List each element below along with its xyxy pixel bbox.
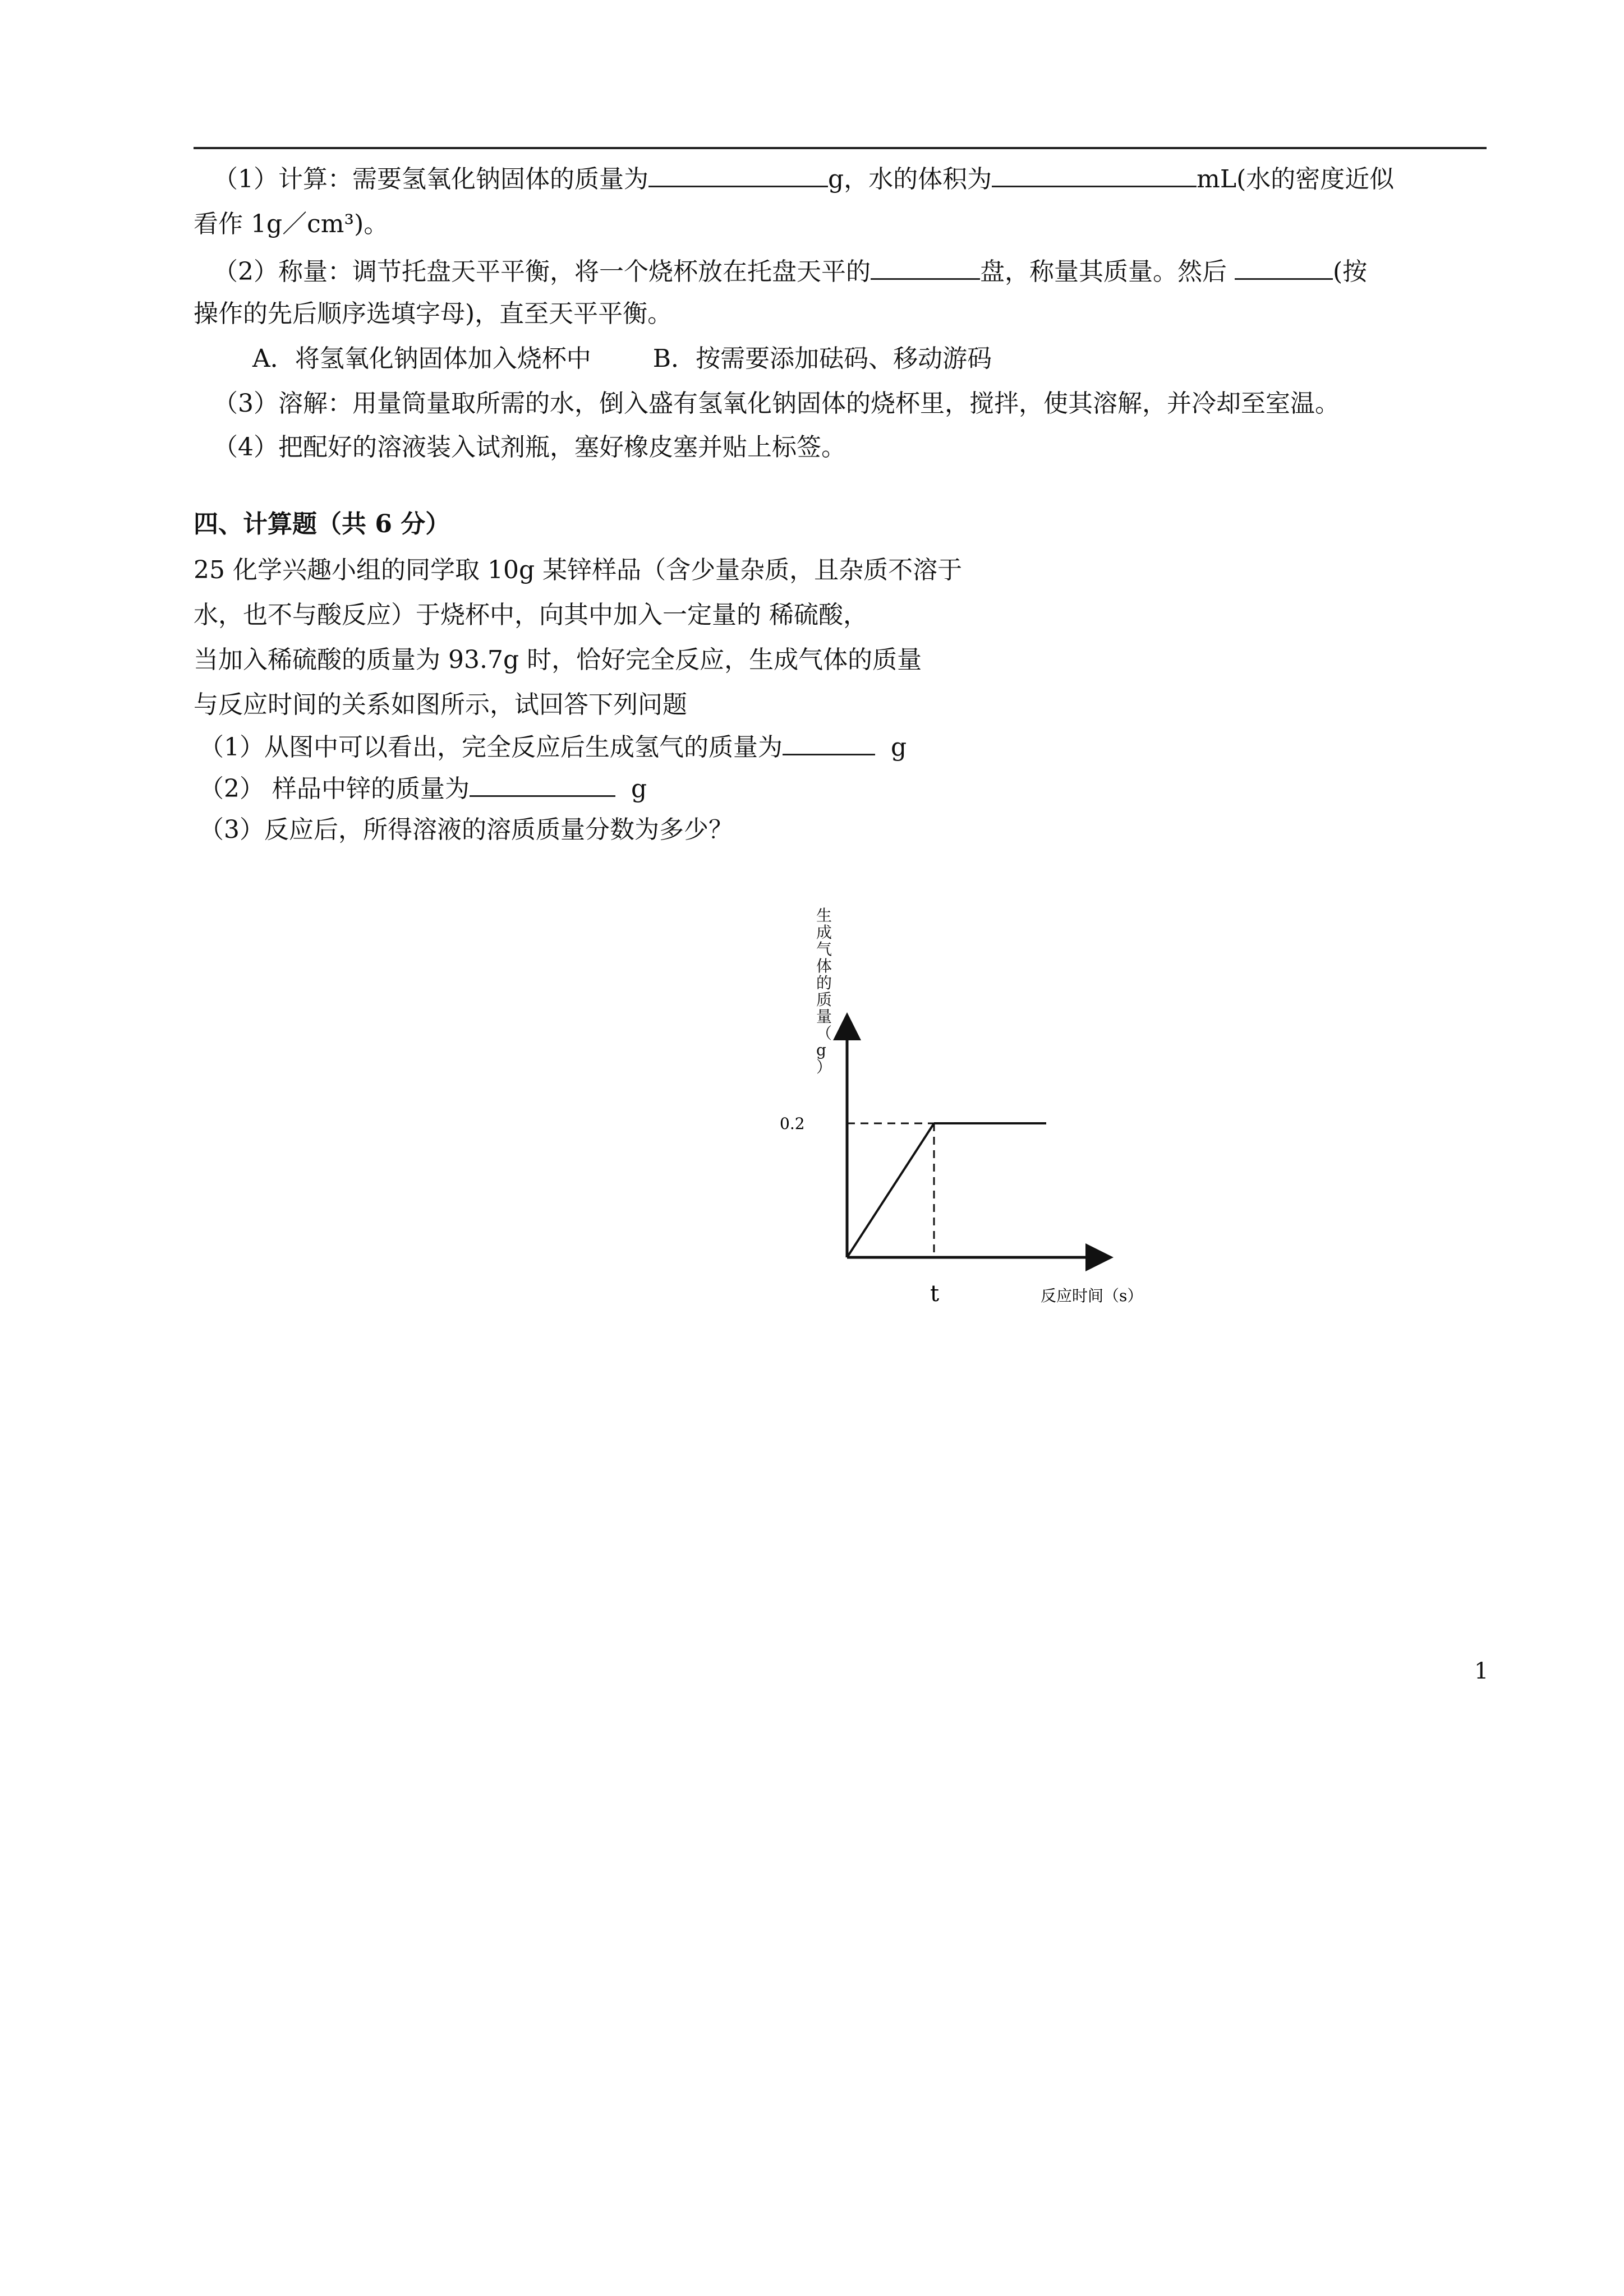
subq2-line (199, 769, 647, 803)
x-point-label: t (930, 1281, 940, 1307)
y-axis-label-char: 生 (816, 906, 832, 925)
step2-mid: 盘，称量其质量。然后 (980, 257, 1227, 286)
y-axis-label-char: 成 (816, 923, 832, 942)
step3-text: （3）溶解：用量筒量取所需的水，倒入盛有氢氧化钠固体的烧杯里，搅拌，使其溶解，并冷却至室温。 (213, 389, 1340, 418)
option-a: A．将氢氧化钠固体加入烧杯中 (252, 344, 591, 373)
y-axis-label-char: 量 (816, 1007, 832, 1026)
x-axis-label: 反应时间（s） (1041, 1287, 1143, 1305)
options-line (252, 342, 992, 376)
page-number: 1 (1474, 1658, 1489, 1684)
section4-title: 四、计算题（共 6 分） (194, 510, 450, 538)
stem-line-2: 水，也不与酸反应）于烧杯中，向其中加入一定量的 稀硫酸， (194, 601, 868, 629)
step1-line (213, 160, 1394, 193)
subq1-prefix: （1）从图中可以看出，完全反应后生成氢气的质量为 (199, 733, 783, 762)
y-axis-label-char: ） (816, 1058, 832, 1076)
step4-text: （4）把配好的溶液装入试剂瓶，塞好橡皮塞并贴上标签。 (213, 433, 846, 462)
step1-mid: g，水的体积为 (828, 165, 992, 193)
option-b: B．按需要添加砝码、移动游码 (652, 344, 992, 373)
header-rule (194, 147, 1487, 149)
y-axis-label-char: 质 (816, 990, 832, 1009)
balance-pan-blank[interactable] (871, 252, 980, 280)
naoh-mass-blank[interactable] (648, 160, 828, 187)
stem-line-3: 当加入稀硫酸的质量为 93.7g 时，恰好完全反应，生成气体的质量 (194, 646, 922, 674)
step1-prefix: （1）计算：需要氢氧化钠固体的质量为 (213, 165, 648, 193)
step2-line (213, 252, 1367, 286)
step2-prefix: （2）称量：调节托盘天平平衡，将一个烧杯放在托盘天平的 (213, 257, 871, 286)
rising-line (847, 1123, 934, 1257)
y-axis-label-char: 体 (816, 957, 832, 975)
y-value-label: 0.2 (780, 1114, 805, 1133)
y-axis-label-char: 气 (816, 940, 832, 958)
y-axis-label-char: （ (816, 1024, 832, 1043)
subq1-line (199, 728, 907, 762)
y-axis-label-char: g (816, 1041, 826, 1059)
step2-suffix: (按 (1333, 257, 1368, 286)
reaction-graph (729, 897, 1234, 1324)
hydrogen-mass-blank[interactable] (783, 728, 875, 755)
stem-line-1: 25 化学兴趣小组的同学取 10g 某锌样品（含少量杂质，且杂质不溶于 (194, 556, 963, 584)
zinc-mass-blank[interactable] (470, 769, 615, 797)
subq2-prefix: （2） 样品中锌的质量为 (199, 774, 470, 803)
subq3-text: （3）反应后，所得溶液的溶质质量分数为多少？ (199, 815, 733, 844)
subq2-unit: g (631, 774, 647, 803)
operation-order-blank[interactable] (1235, 252, 1333, 280)
y-axis-label-char: 的 (816, 974, 832, 992)
subq1-unit: g (890, 733, 907, 762)
step1-suffix: mL(水的密度近似 (1197, 165, 1395, 193)
stem-line-4: 与反应时间的关系如图所示，试回答下列问题 (194, 690, 687, 719)
step2-continuation: 操作的先后顺序选填字母)，直至天平平衡。 (194, 299, 673, 328)
water-volume-blank[interactable] (992, 160, 1197, 187)
step1-continuation: 看作 1g／cm³)。 (194, 210, 389, 238)
